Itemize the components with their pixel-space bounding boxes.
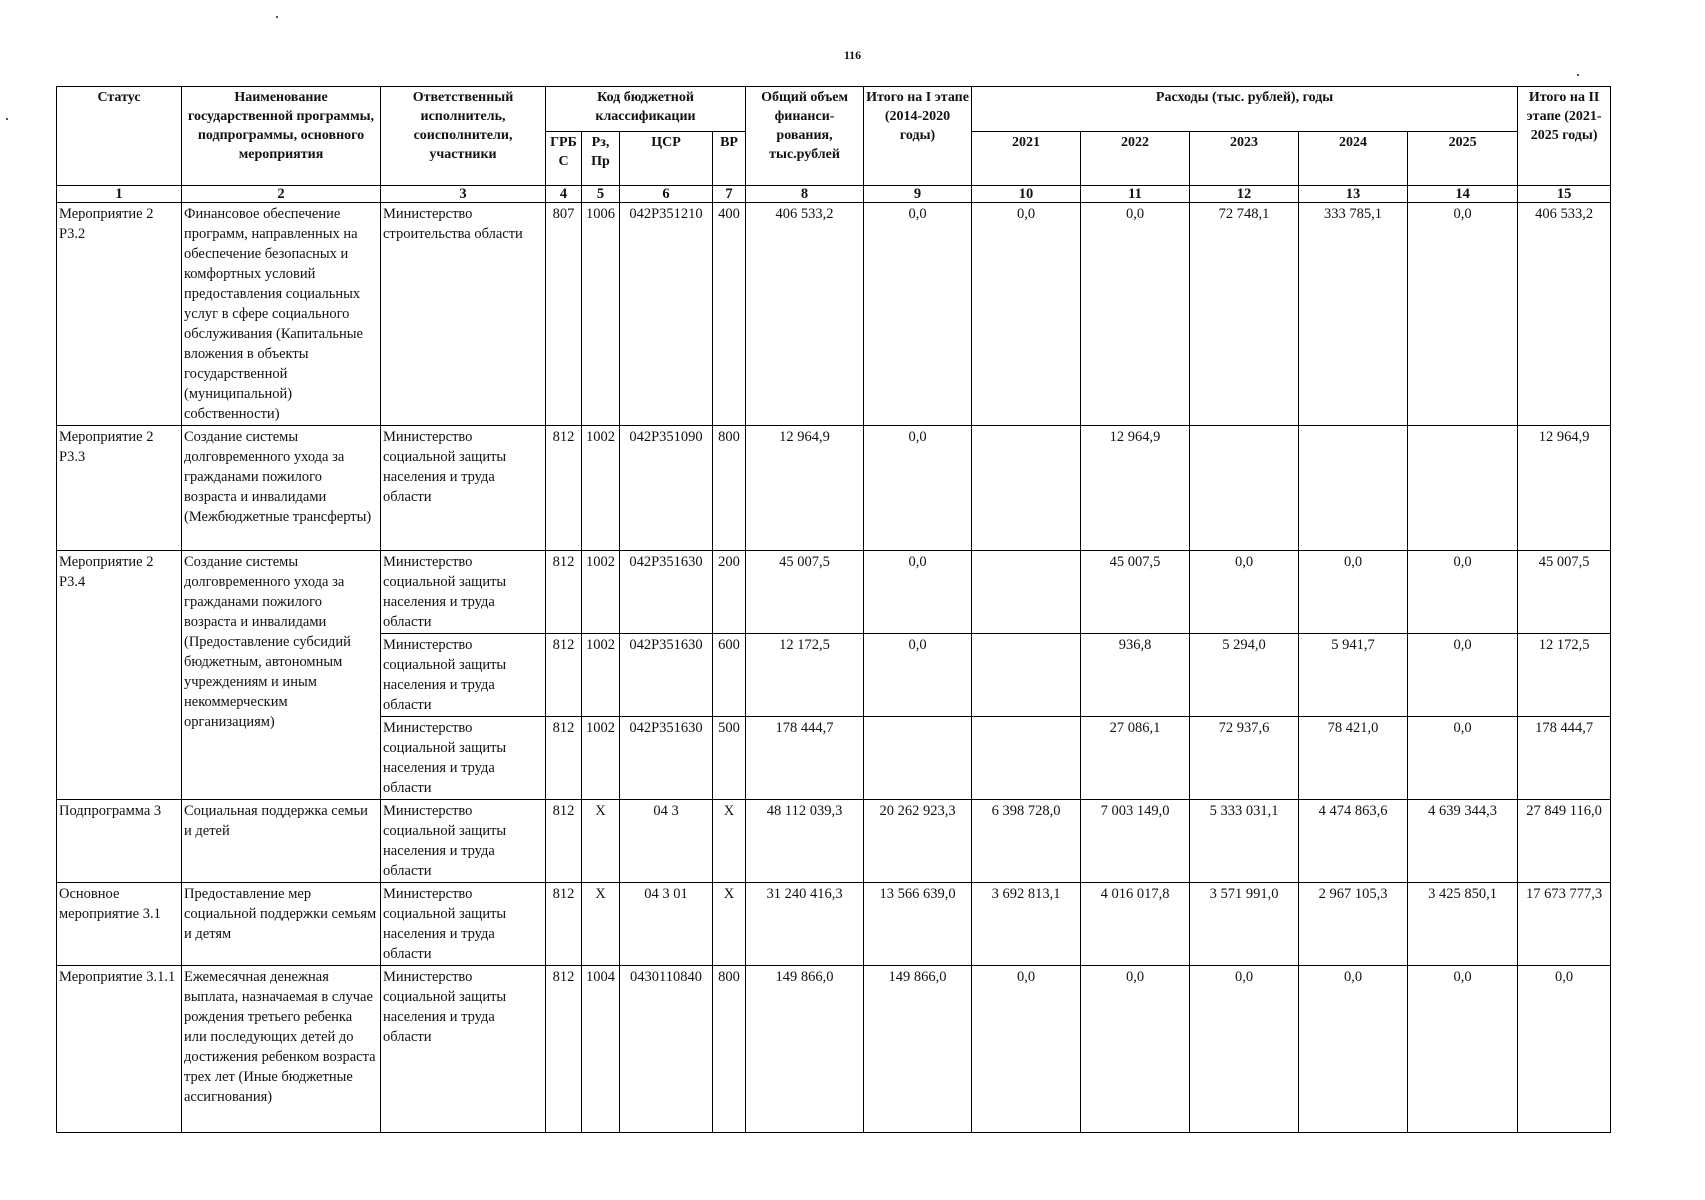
header-year-2021: 2021 [972, 132, 1081, 186]
page-number: 116 [843, 48, 862, 62]
row-stage1: 13 566 639,0 [864, 883, 972, 966]
row-status: Мероприятие 2 Р3.3 [57, 426, 182, 551]
row-csr: 042Р351630 [620, 717, 713, 800]
row-executor: Министерство строительства области [381, 203, 546, 426]
row-year-2025: 3 425 850,1 [1408, 883, 1518, 966]
row-year-2023: 3 571 991,0 [1190, 883, 1299, 966]
row-rzpr: 1002 [582, 717, 620, 800]
row-executor: Министерство социальной защиты населения и труда области [381, 883, 546, 966]
table-row [57, 426, 1611, 551]
row-vr: 800 [713, 966, 746, 1133]
row-total: 406 533,2 [746, 203, 864, 426]
row-name: Ежемесячная денежная выплата, назначаемая в случае рождения третьего ребенка или последующих детей до достижения ребенком возраста трех лет (Иные бюджетные ассигнования) [182, 966, 381, 1133]
row-year-2021 [972, 634, 1081, 717]
row-vr: 500 [713, 717, 746, 800]
row-stage1: 0,0 [864, 203, 972, 426]
row-csr: 04 3 01 [620, 883, 713, 966]
budget-table [56, 86, 1611, 1133]
row-year-2025 [1408, 426, 1518, 551]
row-grbs: 812 [546, 551, 582, 634]
row-year-2024: 0,0 [1299, 551, 1408, 634]
row-year-2025: 0,0 [1408, 551, 1518, 634]
row-year-2023 [1190, 426, 1299, 551]
row-csr: 0430110840 [620, 966, 713, 1133]
row-year-2022: 936,8 [1081, 634, 1190, 717]
table-row [57, 966, 1611, 1133]
header-grbs: ГРБ С [546, 132, 582, 186]
row-year-2024: 2 967 105,3 [1299, 883, 1408, 966]
row-year-2021 [972, 717, 1081, 800]
row-csr: 042Р351630 [620, 551, 713, 634]
row-year-2024: 0,0 [1299, 966, 1408, 1133]
row-stage1: 0,0 [864, 426, 972, 551]
row-total: 149 866,0 [746, 966, 864, 1133]
row-year-2024: 333 785,1 [1299, 203, 1408, 426]
row-stage1: 0,0 [864, 634, 972, 717]
header-stage1-total: Итого на I этапе (2014-2020 годы) [864, 87, 972, 186]
header-year-2022: 2022 [1081, 132, 1190, 186]
header-total-volume: Общий объем финанси-рования, тыс.рублей [746, 87, 864, 186]
column-number: 5 [582, 186, 620, 203]
row-grbs: 812 [546, 883, 582, 966]
row-vr: 200 [713, 551, 746, 634]
row-year-2025: 0,0 [1408, 634, 1518, 717]
row-year-2022: 7 003 149,0 [1081, 800, 1190, 883]
table-row [57, 883, 1611, 966]
row-grbs: 812 [546, 800, 582, 883]
row-vr: Х [713, 800, 746, 883]
row-vr: Х [713, 883, 746, 966]
row-executor: Министерство социальной защиты населения и труда области [381, 551, 546, 634]
table-row [57, 203, 1611, 426]
row-year-2023: 5 294,0 [1190, 634, 1299, 717]
row-year-2022: 27 086,1 [1081, 717, 1190, 800]
row-status: Мероприятие 3.1.1 [57, 966, 182, 1133]
row-executor: Министерство социальной защиты населения и труда области [381, 717, 546, 800]
column-number-row [57, 186, 1611, 203]
row-year-2022: 12 964,9 [1081, 426, 1190, 551]
header-program-name: Наименование государственной программы, подпрограммы, основного мероприятия [182, 87, 381, 186]
column-number: 6 [620, 186, 713, 203]
row-year-2021 [972, 426, 1081, 551]
row-year-2021: 6 398 728,0 [972, 800, 1081, 883]
row-year-2023: 5 333 031,1 [1190, 800, 1299, 883]
row-executor: Министерство социальной защиты населения и труда области [381, 426, 546, 551]
header-stage2-total: Итого на II этапе (2021-2025 годы) [1518, 87, 1611, 186]
row-rzpr: 1002 [582, 551, 620, 634]
header-status: Статус [57, 87, 182, 186]
row-rzpr: 1004 [582, 966, 620, 1133]
column-number: 8 [746, 186, 864, 203]
row-total: 178 444,7 [746, 717, 864, 800]
header-budget-code: Код бюджетной классификации [546, 87, 746, 132]
column-number: 13 [1299, 186, 1408, 203]
row-total: 31 240 416,3 [746, 883, 864, 966]
row-grbs: 812 [546, 426, 582, 551]
row-rzpr: 1002 [582, 426, 620, 551]
row-csr: 04 3 [620, 800, 713, 883]
row-vr: 400 [713, 203, 746, 426]
column-number: 12 [1190, 186, 1299, 203]
column-number: 2 [182, 186, 381, 203]
row-name: Создание системы долговременного ухода за гражданами пожилого возраста и инвалидами (Межбюджетные трансферты) [182, 426, 381, 551]
header-vr: ВР [713, 132, 746, 186]
row-rzpr: 1006 [582, 203, 620, 426]
table-row [57, 551, 1611, 634]
header-year-2025: 2025 [1408, 132, 1518, 186]
row-csr: 042Р351090 [620, 426, 713, 551]
row-year-2021: 0,0 [972, 966, 1081, 1133]
row-vr: 600 [713, 634, 746, 717]
row-name: Социальная поддержка семьи и детей [182, 800, 381, 883]
row-stage1 [864, 717, 972, 800]
column-number: 3 [381, 186, 546, 203]
row-total: 48 112 039,3 [746, 800, 864, 883]
row-name: Создание системы долговременного ухода за гражданами пожилого возраста и инвалидами (Предоставление субсидий бюджетным, автономным учреждениям и иным некоммерческим организациям) [182, 551, 381, 800]
row-stage2: 12 172,5 [1518, 634, 1611, 717]
row-year-2022: 0,0 [1081, 203, 1190, 426]
column-number: 7 [713, 186, 746, 203]
table-header [57, 87, 1611, 203]
column-number: 15 [1518, 186, 1611, 203]
row-stage1: 0,0 [864, 551, 972, 634]
row-year-2022: 4 016 017,8 [1081, 883, 1190, 966]
row-year-2024: 4 474 863,6 [1299, 800, 1408, 883]
row-year-2024 [1299, 426, 1408, 551]
column-number: 1 [57, 186, 182, 203]
row-csr: 042Р351630 [620, 634, 713, 717]
row-grbs: 812 [546, 717, 582, 800]
row-name: Финансовое обеспечение программ, направленных на обеспечение безопасных и комфортных условий предоставления социальных услуг в сфере социального обслуживания (Капитальные вложения в объекты государственной (муниципальной) собственности) [182, 203, 381, 426]
row-stage2: 0,0 [1518, 966, 1611, 1133]
row-grbs: 807 [546, 203, 582, 426]
row-year-2022: 0,0 [1081, 966, 1190, 1133]
table-row [57, 800, 1611, 883]
row-total: 12 172,5 [746, 634, 864, 717]
row-rzpr: Х [582, 800, 620, 883]
row-status: Основное мероприятие 3.1 [57, 883, 182, 966]
row-stage2: 12 964,9 [1518, 426, 1611, 551]
row-executor: Министерство социальной защиты населения и труда области [381, 800, 546, 883]
row-csr: 042Р351210 [620, 203, 713, 426]
row-year-2024: 78 421,0 [1299, 717, 1408, 800]
column-number: 14 [1408, 186, 1518, 203]
row-name: Предоставление мер социальной поддержки семьям и детям [182, 883, 381, 966]
row-total: 12 964,9 [746, 426, 864, 551]
row-year-2025: 4 639 344,3 [1408, 800, 1518, 883]
row-year-2025: 0,0 [1408, 966, 1518, 1133]
header-csr: ЦСР [620, 132, 713, 186]
row-status: Подпрограмма 3 [57, 800, 182, 883]
column-number: 10 [972, 186, 1081, 203]
header-executor: Ответственный исполнитель, соисполнители, участники [381, 87, 546, 186]
row-year-2021 [972, 551, 1081, 634]
row-total: 45 007,5 [746, 551, 864, 634]
row-year-2021: 0,0 [972, 203, 1081, 426]
row-year-2022: 45 007,5 [1081, 551, 1190, 634]
header-year-2023: 2023 [1190, 132, 1299, 186]
header-rzpr: Рз, Пр [582, 132, 620, 186]
row-stage1: 20 262 923,3 [864, 800, 972, 883]
row-rzpr: 1002 [582, 634, 620, 717]
row-year-2023: 0,0 [1190, 551, 1299, 634]
header-expenses: Расходы (тыс. рублей), годы [972, 87, 1518, 132]
row-year-2023: 72 748,1 [1190, 203, 1299, 426]
column-number: 4 [546, 186, 582, 203]
row-rzpr: Х [582, 883, 620, 966]
header-year-2024: 2024 [1299, 132, 1408, 186]
row-year-2023: 0,0 [1190, 966, 1299, 1133]
row-executor: Министерство социальной защиты населения и труда области [381, 634, 546, 717]
row-grbs: 812 [546, 966, 582, 1133]
row-status: Мероприятие 2 Р3.2 [57, 203, 182, 426]
column-number: 9 [864, 186, 972, 203]
row-year-2025: 0,0 [1408, 203, 1518, 426]
row-status: Мероприятие 2 Р3.4 [57, 551, 182, 800]
row-stage2: 178 444,7 [1518, 717, 1611, 800]
row-year-2024: 5 941,7 [1299, 634, 1408, 717]
row-year-2025: 0,0 [1408, 717, 1518, 800]
row-stage2: 45 007,5 [1518, 551, 1611, 634]
row-stage2: 27 849 116,0 [1518, 800, 1611, 883]
row-grbs: 812 [546, 634, 582, 717]
row-year-2021: 3 692 813,1 [972, 883, 1081, 966]
column-number: 11 [1081, 186, 1190, 203]
row-stage2: 406 533,2 [1518, 203, 1611, 426]
row-vr: 800 [713, 426, 746, 551]
row-stage1: 149 866,0 [864, 966, 972, 1133]
row-executor: Министерство социальной защиты населения и труда области [381, 966, 546, 1133]
row-stage2: 17 673 777,3 [1518, 883, 1611, 966]
row-year-2023: 72 937,6 [1190, 717, 1299, 800]
